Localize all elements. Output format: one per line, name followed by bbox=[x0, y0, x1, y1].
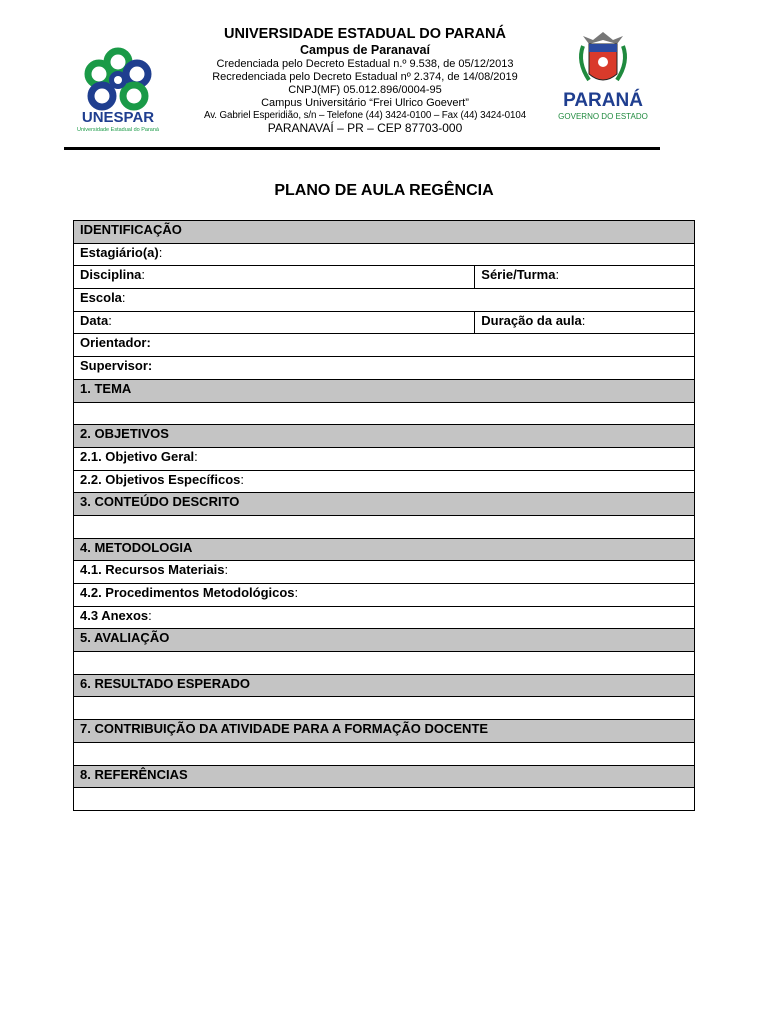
section-referencias: 8. REFERÊNCIAS bbox=[74, 765, 695, 788]
field-label: Supervisor: bbox=[80, 358, 153, 374]
table-row bbox=[74, 584, 695, 607]
field-data[interactable]: Data: bbox=[74, 311, 475, 334]
field-label: 2.1. Objetivo Geral bbox=[80, 448, 195, 464]
section-avaliacao: 5. AVALIAÇÃO bbox=[74, 629, 695, 652]
field-procedimentos[interactable]: 4.2. Procedimentos Metodológicos: bbox=[74, 584, 695, 607]
field-label: Orientador: bbox=[80, 335, 151, 351]
field-disciplina[interactable]: Disciplina: bbox=[74, 266, 475, 289]
table-row bbox=[74, 742, 695, 765]
unespar-logo-name: UNESPAR bbox=[81, 109, 155, 126]
field-label: Disciplina bbox=[80, 267, 142, 283]
table-row bbox=[74, 311, 695, 334]
unespar-logo bbox=[72, 40, 164, 134]
section-tema: 1. TEMA bbox=[74, 379, 695, 402]
field-estagiario[interactable]: Estagiário(a): bbox=[74, 243, 695, 266]
table-row bbox=[74, 561, 695, 584]
field-label: Duração da aula bbox=[481, 312, 582, 328]
table-row bbox=[74, 402, 695, 425]
campus-name: Campus de Paranavaí bbox=[300, 43, 430, 58]
parana-logo-name: PARANÁ bbox=[563, 90, 643, 111]
table-row bbox=[74, 357, 695, 380]
field-objetivo-geral[interactable]: 2.1. Objetivo Geral: bbox=[74, 447, 695, 470]
header-line: Recredenciada pelo Decreto Estadual nº 2.374, de 14/08/2019 bbox=[212, 70, 518, 83]
field-supervisor[interactable] bbox=[74, 357, 695, 380]
avaliacao-content[interactable] bbox=[74, 652, 695, 675]
header-divider bbox=[64, 147, 660, 150]
table-row bbox=[74, 515, 695, 538]
table-row bbox=[74, 629, 695, 652]
resultado-content[interactable] bbox=[74, 697, 695, 720]
field-duracao[interactable]: Duração da aula: bbox=[475, 311, 695, 334]
field-label: Escola bbox=[80, 290, 122, 306]
institution-info bbox=[180, 26, 550, 135]
field-label: Data bbox=[80, 312, 109, 328]
university-name: UNIVERSIDADE ESTADUAL DO PARANÁ bbox=[224, 26, 506, 42]
tema-content[interactable] bbox=[74, 402, 695, 425]
field-recursos[interactable]: 4.1. Recursos Materiais: bbox=[74, 561, 695, 584]
table-row bbox=[74, 493, 695, 516]
table-row bbox=[74, 697, 695, 720]
table-row bbox=[74, 470, 695, 493]
table-row bbox=[74, 425, 695, 448]
table-row bbox=[74, 221, 695, 244]
field-label: Estagiário(a) bbox=[80, 244, 159, 260]
section-identificacao: IDENTIFICAÇÃO bbox=[74, 221, 695, 244]
conteudo-content[interactable] bbox=[74, 515, 695, 538]
lesson-plan-form bbox=[73, 220, 695, 811]
table-row bbox=[74, 788, 695, 811]
field-label: 4.3 Anexos bbox=[80, 607, 149, 623]
field-anexos[interactable]: 4.3 Anexos: bbox=[74, 606, 695, 629]
header-line: Credenciada pelo Decreto Estadual n.º 9.538, de 05/12/2013 bbox=[216, 57, 514, 70]
parana-government-logo bbox=[553, 26, 653, 126]
field-orientador[interactable] bbox=[74, 334, 695, 357]
section-objetivos: 2. OBJETIVOS bbox=[74, 425, 695, 448]
field-label: 4.1. Recursos Materiais bbox=[80, 562, 225, 578]
field-objetivos-especificos[interactable]: 2.2. Objetivos Específicos: bbox=[74, 470, 695, 493]
header-line: PARANAVAÍ – PR – CEP 87703-000 bbox=[267, 121, 463, 136]
table-row bbox=[74, 765, 695, 788]
parana-logo-subtitle: GOVERNO DO ESTADO bbox=[558, 112, 648, 121]
table-row bbox=[74, 379, 695, 402]
unespar-logo-subtitle: Universidade Estadual do Paraná bbox=[77, 127, 159, 133]
field-label: Série/Turma bbox=[481, 267, 556, 283]
header-line: Campus Universitário “Frei Ulrico Goevert” bbox=[261, 96, 469, 109]
table-row bbox=[74, 652, 695, 675]
referencias-content[interactable] bbox=[74, 788, 695, 811]
contribuicao-content[interactable] bbox=[74, 742, 695, 765]
field-escola[interactable]: Escola: bbox=[74, 289, 695, 312]
section-metodologia: 4. METODOLOGIA bbox=[74, 538, 695, 561]
table-row bbox=[74, 606, 695, 629]
section-resultado: 6. RESULTADO ESPERADO bbox=[74, 674, 695, 697]
table-row bbox=[74, 334, 695, 357]
section-contribuicao: 7. CONTRIBUIÇÃO DA ATIVIDADE PARA A FORMAÇÃO DOCENTE bbox=[74, 720, 695, 743]
table-row bbox=[74, 266, 695, 289]
field-serie-turma[interactable]: Série/Turma: bbox=[475, 266, 695, 289]
header-line: Av. Gabriel Esperidião, s/n – Telefone (44) 3424-0100 – Fax (44) 3424-0104 bbox=[203, 109, 527, 121]
page-title: PLANO DE AULA REGÊNCIA bbox=[274, 182, 494, 199]
table-row bbox=[74, 538, 695, 561]
field-label: 2.2. Objetivos Específicos bbox=[80, 471, 241, 487]
header-line: CNPJ(MF) 05.012.896/0004-95 bbox=[288, 83, 442, 96]
table-row bbox=[74, 674, 695, 697]
table-row bbox=[74, 243, 695, 266]
field-label: 4.2. Procedimentos Metodológicos bbox=[80, 585, 295, 600]
table-row bbox=[74, 447, 695, 470]
table-row bbox=[74, 720, 695, 743]
section-conteudo: 3. CONTEÚDO DESCRITO bbox=[74, 493, 695, 516]
table-row bbox=[74, 289, 695, 312]
